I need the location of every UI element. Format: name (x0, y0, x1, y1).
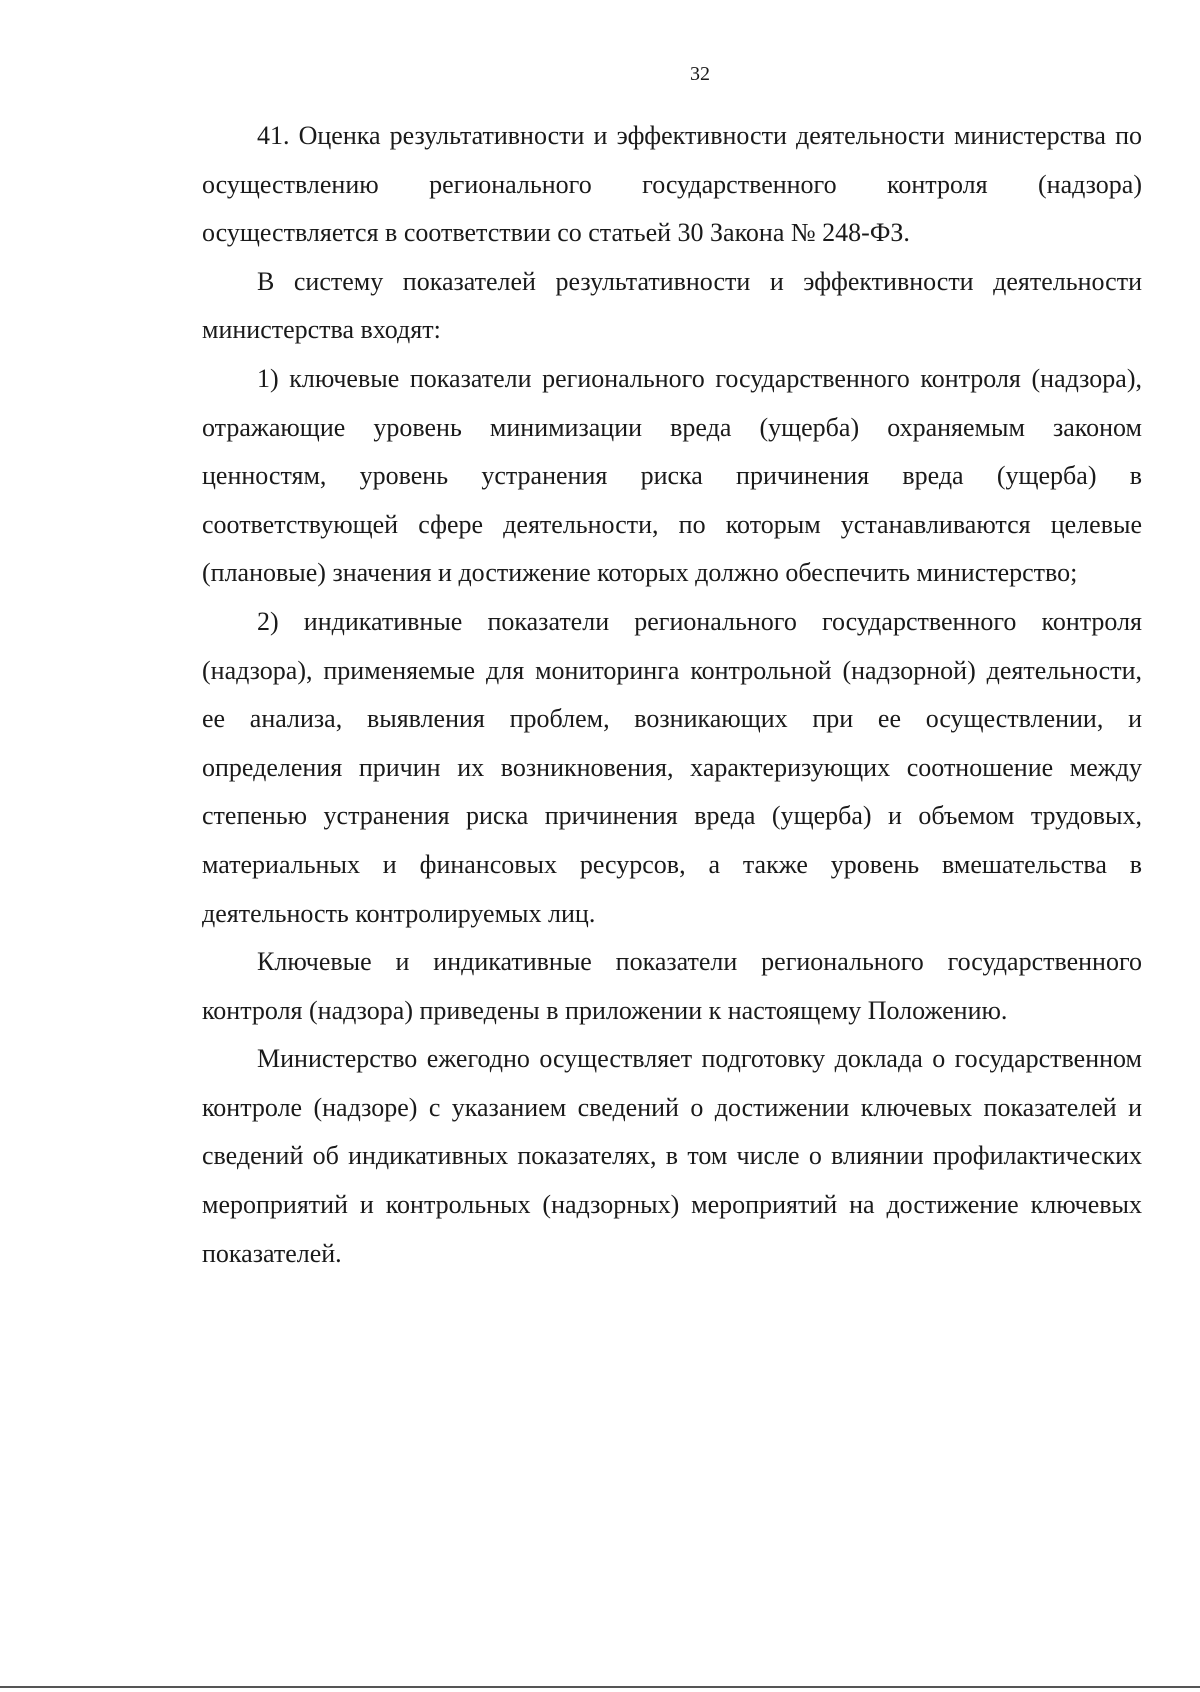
document-body (202, 112, 1142, 1278)
paragraph-appendix-reference: Ключевые и индикативные показатели регионального государственного контроля (надзора) приведены в приложении к настоящему Положению. (202, 947, 1142, 1025)
page-number: 32 (690, 63, 710, 85)
paragraph-key-indicators: 1) ключевые показатели регионального государственного контроля (надзора), отражающие уровень минимизации вреда (ущерба) охраняемым законом ценностям, уровень устранения риска причинения вреда (ущерба) в соответствующей сфере деятельности, по которым устанавливаются целевые (плановые) значения и достижение которых должно обеспечить министерство; (202, 363, 1142, 588)
paragraph-indicative-indicators: 2) индикативные показатели регионального государственного контроля (надзора), применяемые для мониторинга контрольной (надзорной) деятельности, ее анализа, выявления проблем, возникающих при ее осуществлении, и определения причин их возникновения, характеризующих соотношение между степенью устранения риска причинения вреда (ущерба) и объемом трудовых, материальных и финансовых ресурсов, а также уровень вмешательства в деятельность контролируемых лиц. (202, 606, 1142, 928)
paragraph-indicator-system: В систему показателей результативности и эффективности деятельности министерства входят: (202, 266, 1142, 345)
paragraph-41-evaluation: 41. Оценка результативности и эффективности деятельности министерства по осуществлению регионального государственного контроля (надзора) осуществляется в соответствии со статьей 30 Закона № 248-ФЗ. (202, 121, 1142, 248)
bottom-divider (0, 1686, 1200, 1688)
paragraph-annual-report: Министерство ежегодно осуществляет подготовку доклада о государственном контроле (надзоре) с указанием сведений о достижении ключевых показателей и сведений об индикативных показателях, в том числе о влиянии профилактических мероприятий и контрольных (надзорных) мероприятий на достижение ключевых показателей. (202, 1044, 1142, 1268)
